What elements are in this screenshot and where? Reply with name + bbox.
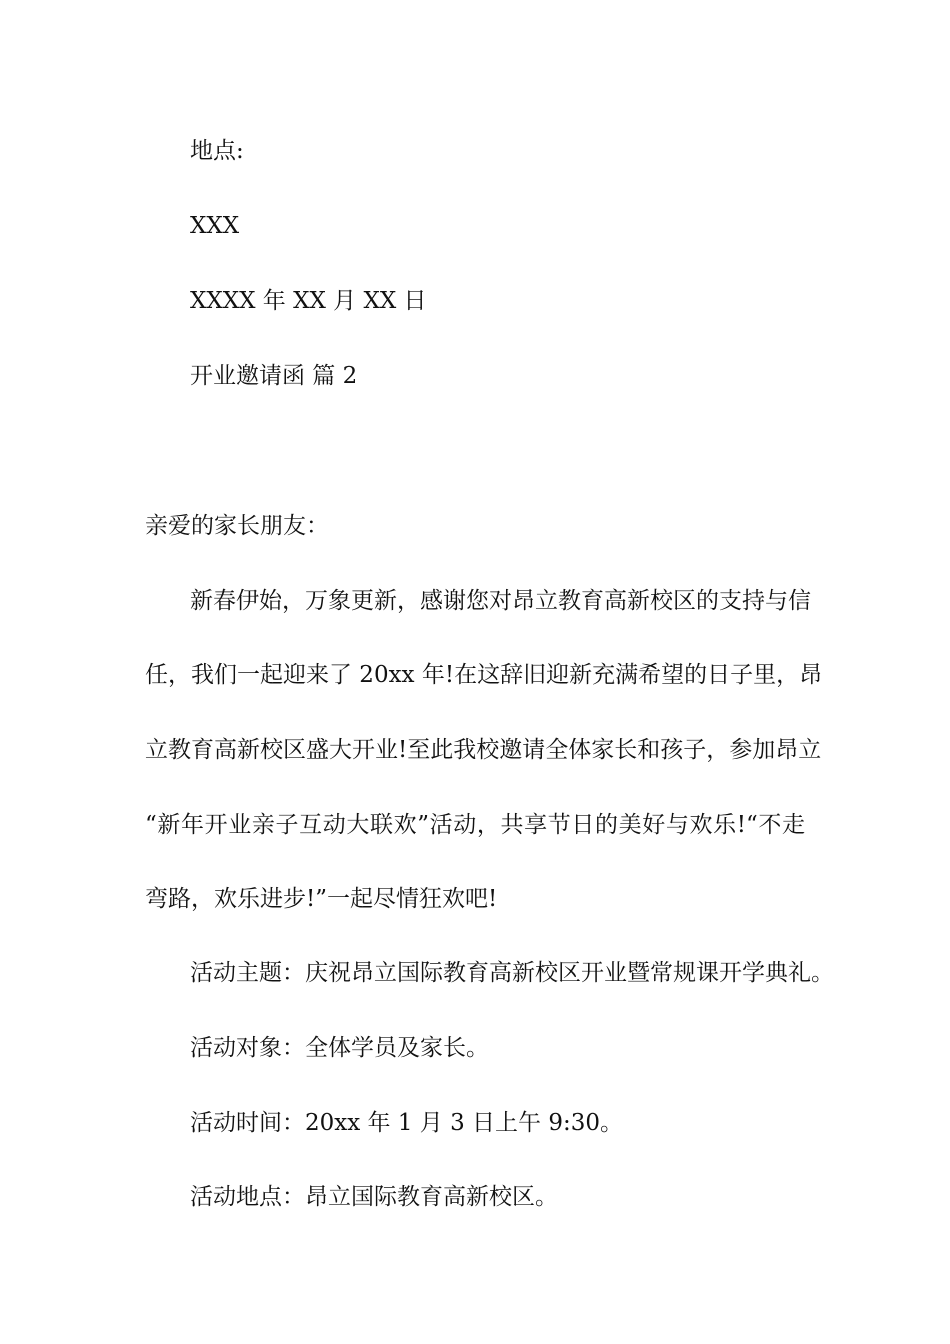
body-line: 立教育高新校区盛大开业!至此我校邀请全体家长和孩子，参加昂立	[145, 737, 822, 763]
section-title: 开业邀请函 篇 2	[190, 363, 358, 389]
activity-target: 活动对象：全体学员及家长。	[190, 1035, 489, 1061]
body-line: “新年开业亲子互动大联欢”活动，共享节日的美好与欢乐!“不走	[145, 812, 805, 838]
activity-place: 活动地点：昂立国际教育高新校区。	[190, 1184, 558, 1210]
body-line: 新春伊始，万象更新，感谢您对昂立教育高新校区的支持与信	[190, 588, 811, 614]
organizer-name: XXX	[190, 213, 240, 239]
body-line: 任，我们一起迎来了 20xx 年!在这辞旧迎新充满希望的日子里，昂	[145, 662, 823, 688]
location-label: 地点:	[190, 138, 244, 164]
body-line: 弯路，欢乐进步!”一起尽情狂欢吧!	[145, 886, 498, 912]
letter-date: XXXX 年 XX 月 XX 日	[190, 288, 427, 314]
activity-time: 活动时间：20xx 年 1 月 3 日上午 9:30。	[190, 1110, 623, 1136]
salutation: 亲爱的家长朋友：	[145, 513, 329, 539]
activity-theme: 活动主题：庆祝昂立国际教育高新校区开业暨常规课开学典礼。	[190, 960, 834, 986]
